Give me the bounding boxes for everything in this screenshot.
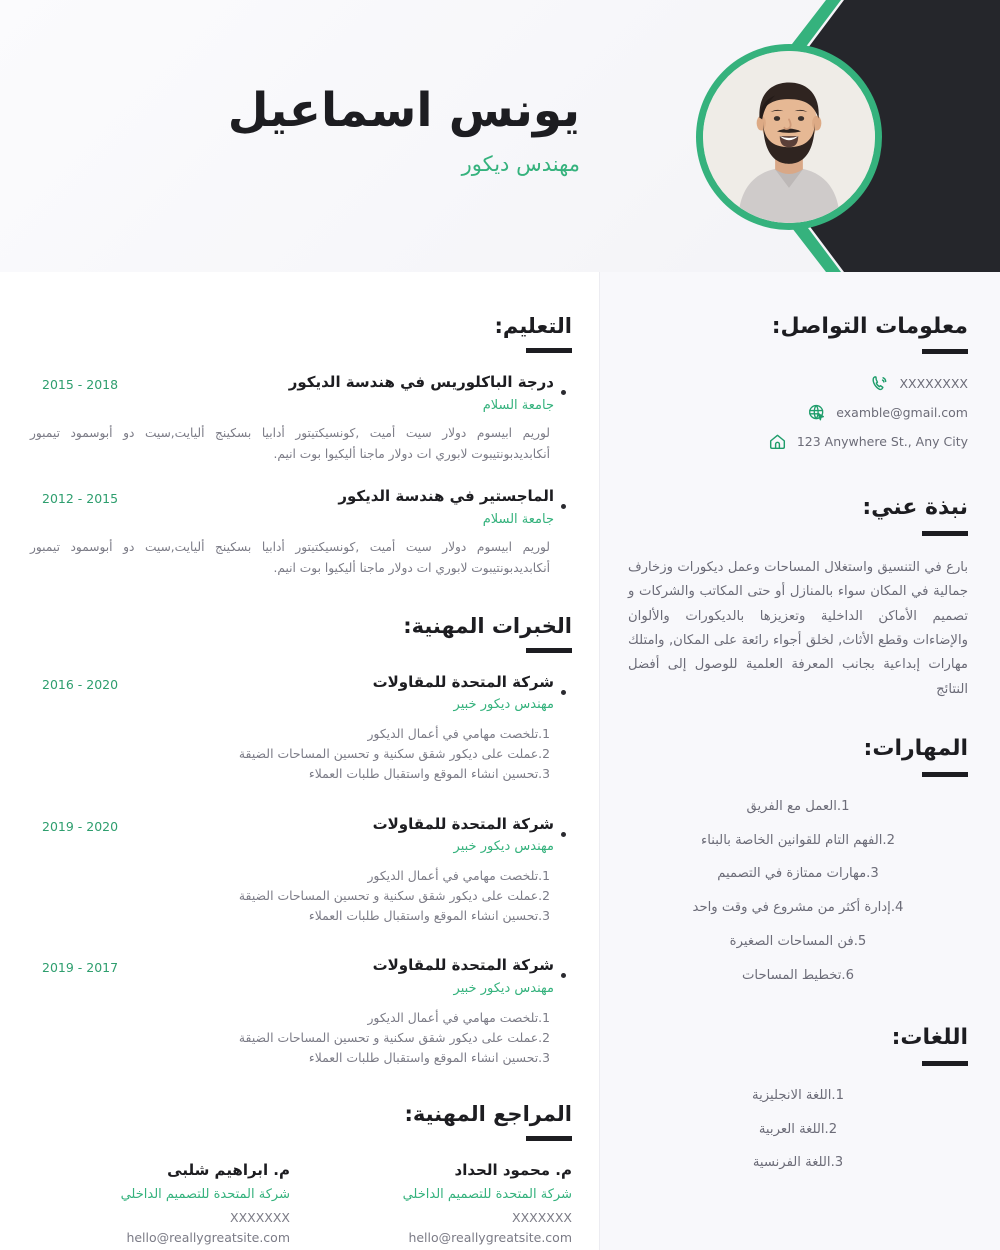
education-heading: التعليم:	[494, 314, 572, 338]
heading-rule	[922, 772, 968, 777]
list-item: 1.اللغة الانجليزية	[752, 1087, 844, 1103]
avatar-ring	[696, 44, 882, 230]
entry-date: 2015 - 2018	[42, 377, 119, 393]
entry-role: مهندس ديكور خبير	[453, 839, 554, 855]
bullet-dot	[554, 673, 572, 699]
list-item: 3.تحسين انشاء الموقع واستقبال طلبات العملاء	[308, 908, 550, 924]
experience-heading: الخبرات المهنية:	[403, 613, 572, 638]
contact-item-email[interactable]	[628, 403, 968, 422]
reference-org: شركة المتحدة للتصميم الداخلي	[402, 1186, 572, 1202]
phone-icon	[870, 374, 889, 393]
list-item: 1.تلخصت مهامي في أعمال الديكور	[367, 726, 550, 742]
languages-section	[628, 1025, 968, 1173]
reference-item	[30, 1161, 290, 1245]
experience-entry	[30, 815, 572, 855]
list-item: 2.عملت على ديكور شقق سكنية و تحسين المساحات الضيقة	[238, 746, 550, 762]
entry-role: مهندس ديكور خبير	[453, 980, 554, 996]
list-item: 1.العمل مع الفريق	[746, 798, 850, 814]
list-item: 3.تحسين انشاء الموقع واستقبال طلبات العملاء	[308, 766, 550, 782]
entry-points	[30, 866, 550, 926]
education-entry	[30, 487, 572, 527]
entry-body	[180, 815, 554, 855]
entry-title: الماجستير في هندسة الديكور	[338, 487, 554, 506]
list-item: 5.فن المساحات الصغيرة	[729, 933, 867, 949]
entry-date: 2019 - 2020	[42, 818, 119, 834]
about-heading: نبذة عني:	[862, 495, 968, 521]
entry-date: 2019 - 2017	[42, 960, 119, 976]
education-entry	[30, 373, 572, 413]
page-title: يونس اسماعيل	[227, 83, 580, 138]
heading-rule	[526, 1136, 572, 1141]
portrait-illustration	[703, 51, 875, 223]
contact-item-phone[interactable]	[628, 374, 968, 393]
heading-rule	[922, 349, 968, 354]
globe-icon	[807, 403, 826, 422]
contact-address-value: 123 Anywhere St., Any City	[796, 434, 968, 450]
entry-body	[180, 673, 554, 713]
spacer	[628, 702, 968, 736]
experience-section	[30, 614, 572, 1069]
entry-org: جامعة السلام	[482, 511, 554, 527]
entry-body	[180, 373, 554, 413]
spacer	[628, 461, 968, 495]
contact-heading: معلومات التواصل:	[771, 314, 968, 339]
spacer	[30, 465, 572, 487]
content-area	[0, 272, 1000, 1250]
bullet-dot	[554, 956, 572, 982]
languages-list	[628, 1086, 968, 1173]
list-item: 3.مهارات ممتازة في التصميم	[717, 866, 879, 882]
list-item: 4.إدارة أكثر من مشروع في وقت واحد	[692, 900, 904, 916]
entry-body	[180, 956, 554, 996]
entry-date: 2016 - 2020	[42, 676, 119, 692]
spacer	[30, 580, 572, 614]
reference-email[interactable]: hello@reallygreatsite.com	[408, 1229, 572, 1245]
entry-title: شركة المتحدة للمقاولات	[372, 672, 554, 691]
skills-list	[628, 797, 968, 986]
contact-list	[628, 374, 968, 451]
entry-title: شركة المتحدة للمقاولات	[372, 814, 554, 833]
sidebar	[600, 272, 1000, 1250]
reference-name: م. محمود الحداد	[454, 1161, 572, 1180]
heading-rule	[922, 531, 968, 536]
header-text-block	[180, 84, 580, 176]
entry-title: شركة المتحدة للمقاولات	[372, 956, 554, 975]
spacer	[628, 999, 968, 1025]
list-item: 1.تلخصت مهامي في أعمال الديكور	[367, 868, 550, 884]
avatar	[703, 51, 875, 223]
about-section	[628, 495, 968, 702]
reference-phone: XXXXXXX	[512, 1209, 572, 1225]
reference-org: شركة المتحدة للتصميم الداخلي	[120, 1186, 290, 1202]
list-item: 6.تخطيط المساحات	[742, 967, 854, 983]
spacer	[30, 1068, 572, 1102]
list-item: 2.اللغة العربية	[758, 1121, 838, 1137]
skills-heading: المهارات:	[863, 736, 968, 762]
heading-rule	[526, 648, 572, 653]
references-heading: المراجع المهنية:	[404, 1102, 572, 1127]
entry-date: 2012 - 2015	[42, 491, 119, 507]
reference-email[interactable]: hello@reallygreatsite.com	[126, 1229, 290, 1245]
reference-phone: XXXXXXX	[230, 1209, 290, 1225]
references-list	[30, 1161, 572, 1245]
entry-description: لوريم ابيسوم دولار سيت أميت ,كونسيكتيتور أدابيا بسكينج أليايت,سيت دو أبوسمود تيمبور أنكابديدبونتيبوت لابوري ات دولار ماجنا أليكيوا بوت انيم.	[30, 425, 550, 462]
resume-header	[0, 0, 1000, 272]
about-text: بارع في التنسيق واستغلال المساحات وعمل ديكورات وزخارف جمالية في المكان سواء بالمنازل أو حتى المكاتب والشركات و تصميم الأماكن الداخلية وتعزيزها بالديكورات والألوان والإضاءات وقطع الأثاث, لخلق أجواء رائعة على المكان, وامتلك مهارات إبداعية بجانب المعرفة العلمية للوصول إلى أفضل النتائج	[628, 559, 968, 697]
contact-email-value: examble@gmail.com	[836, 405, 968, 421]
job-title: مهندس ديكور	[461, 152, 580, 177]
entry-points	[30, 724, 550, 784]
contact-item-address[interactable]	[628, 432, 968, 451]
contact-section	[628, 314, 968, 451]
list-item: 2.الفهم التام للقوانين الخاصة بالبناء	[701, 832, 895, 848]
entry-org: جامعة السلام	[482, 397, 554, 413]
bullet-dot	[554, 815, 572, 841]
experience-entry	[30, 956, 572, 996]
heading-rule	[922, 1061, 968, 1066]
list-item: 1.تلخصت مهامي في أعمال الديكور	[367, 1009, 550, 1025]
spacer	[30, 785, 572, 815]
education-section	[30, 314, 572, 580]
entry-role: مهندس ديكور خبير	[453, 697, 554, 713]
home-icon	[768, 432, 787, 451]
entry-title: درجة الباكلوريس في هندسة الديكور	[288, 373, 554, 392]
bullet-dot	[554, 487, 572, 513]
experience-entry	[30, 673, 572, 713]
bullet-dot	[554, 373, 572, 399]
main-column	[0, 272, 600, 1250]
list-item: 3.تحسين انشاء الموقع واستقبال طلبات العملاء	[308, 1050, 550, 1065]
heading-rule	[526, 348, 572, 353]
languages-heading: اللغات:	[891, 1025, 968, 1051]
entry-points	[30, 1008, 550, 1068]
list-item: 2.عملت على ديكور شقق سكنية و تحسين المساحات الضيقة	[238, 888, 550, 904]
reference-name: م. ابراهيم شلبى	[167, 1161, 290, 1180]
skills-section	[628, 736, 968, 985]
reference-item	[312, 1161, 572, 1245]
contact-phone-value: XXXXXXXX	[899, 376, 968, 392]
list-item: 3.اللغة الفرنسية	[752, 1155, 844, 1171]
spacer	[30, 926, 572, 956]
entry-body	[180, 487, 554, 527]
entry-description: لوريم ابيسوم دولار سيت أميت ,كونسيكتيتور أدابيا بسكينج أليايت,سيت دو أبوسمود تيمبور أنكابديدبونتيبوت لابوري ات دولار ماجنا أليكيوا بوت انيم.	[30, 539, 550, 576]
references-section	[30, 1102, 572, 1245]
list-item: 2.عملت على ديكور شقق سكنية و تحسين المساحات الضيقة	[238, 1029, 550, 1045]
